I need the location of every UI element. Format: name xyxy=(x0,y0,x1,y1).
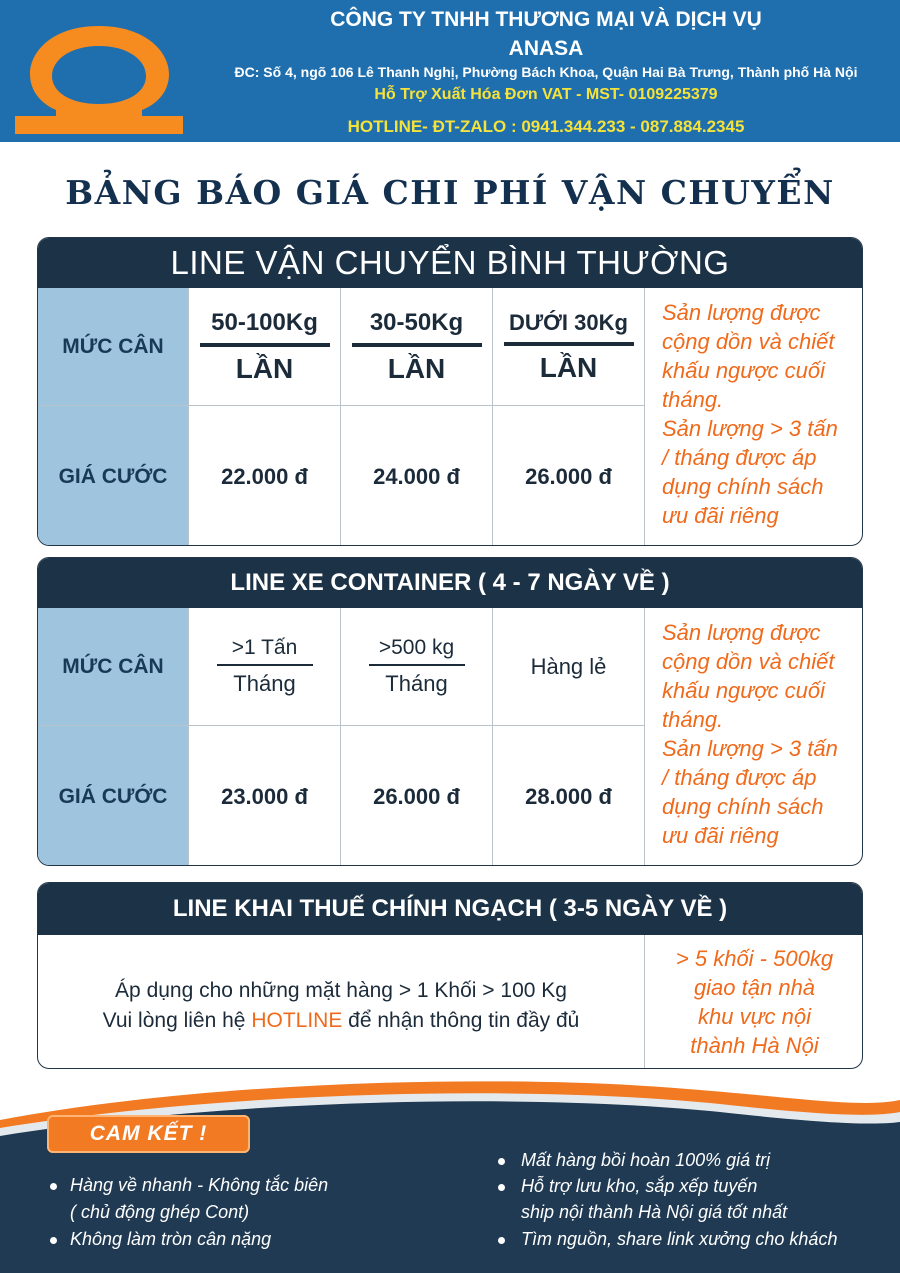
tier-unit: Tháng xyxy=(233,671,296,696)
tax-line-condition: Áp dụng cho những mặt hàng > 1 Khối > 100 Kg xyxy=(115,978,567,1002)
tier-unit: LẦN xyxy=(387,352,446,384)
tier-cell xyxy=(493,288,645,406)
tier-cell xyxy=(189,288,341,406)
weight-label: MỨC CÂN xyxy=(38,288,189,406)
tier-cell xyxy=(341,288,493,406)
vat-tax-code: Hỗ Trợ Xuất Hóa Đơn VAT - MST- 0109225379 xyxy=(374,86,718,103)
bullet-icon xyxy=(498,1158,505,1165)
commitment-badge: CAM KẾT ! xyxy=(47,1115,250,1153)
normal-line-panel xyxy=(37,237,863,546)
tier-weight: >1 Tấn xyxy=(231,636,298,659)
tier-weight: 30-50Kg xyxy=(369,308,464,336)
normal-line-heading: LINE VẬN CHUYỂN BÌNH THƯỜNG xyxy=(38,238,862,288)
volume-discount-note: Sản lượng được cộng dồn và chiết khấu ngược cuối tháng. Sản lượng > 3 tấn / tháng được áp dụng chính sách ưu đãi riêng xyxy=(662,620,838,848)
bullet-icon xyxy=(498,1184,505,1191)
bullet-icon xyxy=(498,1237,505,1244)
tax-line-heading: LINE KHAI THUẾ CHÍNH NGẠCH ( 3-5 NGÀY VỀ ) xyxy=(38,883,862,935)
tier-weight: 50-100Kg xyxy=(211,308,318,336)
commit-item: Hỗ trợ lưu kho, sắp xếp tuyến xyxy=(521,1176,758,1196)
tier-unit: LẦN xyxy=(539,351,598,383)
company-name-line1: CÔNG TY TNHH THƯƠNG MẠI VÀ DỊCH VỤ xyxy=(330,8,762,31)
tax-line-panel xyxy=(37,882,863,1069)
tier-unit: Tháng xyxy=(385,671,448,696)
commit-item: ( chủ động ghép Cont) xyxy=(70,1202,250,1222)
tax-line-info xyxy=(38,935,645,1069)
price-value: 26.000 đ xyxy=(341,726,493,866)
commit-item: Tìm nguồn, share link xưởng cho khách xyxy=(521,1229,838,1249)
price-value: 22.000 đ xyxy=(189,406,341,546)
hotline-text: HOTLINE- ĐT-ZALO : 0941.344.233 - 087.884.2345 xyxy=(347,117,745,136)
container-line-heading: LINE XE CONTAINER ( 4 - 7 NGÀY VỀ ) xyxy=(38,558,862,608)
anasa-logo-icon xyxy=(12,12,187,137)
price-label: GIÁ CƯỚC xyxy=(38,726,189,866)
header-banner xyxy=(0,0,900,142)
tax-line-contact: Vui lòng liên hệ HOTLINE để nhận thông tin đầy đủ xyxy=(102,1008,580,1032)
company-name-line2: ANASA xyxy=(508,37,584,60)
price-label: GIÁ CƯỚC xyxy=(38,406,189,546)
price-value: 26.000 đ xyxy=(493,406,645,546)
tier-cell xyxy=(189,608,341,726)
tier-cell xyxy=(341,608,493,726)
tier-loose-goods: Hàng lẻ xyxy=(493,608,645,726)
tier-unit: LẦN xyxy=(235,352,294,384)
commit-item: Không làm tròn cân nặng xyxy=(70,1229,272,1249)
company-address: ĐC: Số 4, ngõ 106 Lê Thanh Nghị, Phường Bách Khoa, Quận Hai Bà Trưng, Thành phố Hà Nội xyxy=(234,64,858,80)
commit-item: Mất hàng bồi hoàn 100% giá trị xyxy=(521,1150,771,1170)
price-value: 28.000 đ xyxy=(493,726,645,866)
tier-weight: DƯỚI 30Kg xyxy=(509,309,628,335)
bullet-icon xyxy=(50,1183,57,1190)
container-line-panel xyxy=(37,557,863,866)
volume-discount-note: Sản lượng được cộng dồn và chiết khấu ngược cuối tháng. Sản lượng > 3 tấn / tháng được áp dụng chính sách ưu đãi riêng xyxy=(662,300,838,528)
delivery-note: > 5 khối - 500kg giao tận nhà khu vực nội thành Hà Nội xyxy=(675,946,834,1058)
commit-item: Hàng về nhanh - Không tắc biên xyxy=(70,1175,329,1195)
tier-weight: >500 kg xyxy=(378,636,455,659)
bullet-icon xyxy=(50,1237,57,1244)
page-title: BẢNG BÁO GIÁ CHI PHÍ VẬN CHUYỂN xyxy=(65,173,835,212)
weight-label: MỨC CÂN xyxy=(38,608,189,726)
price-value: 23.000 đ xyxy=(189,726,341,866)
price-value: 24.000 đ xyxy=(341,406,493,546)
commit-item: ship nội thành Hà Nội giá tốt nhất xyxy=(521,1202,788,1222)
